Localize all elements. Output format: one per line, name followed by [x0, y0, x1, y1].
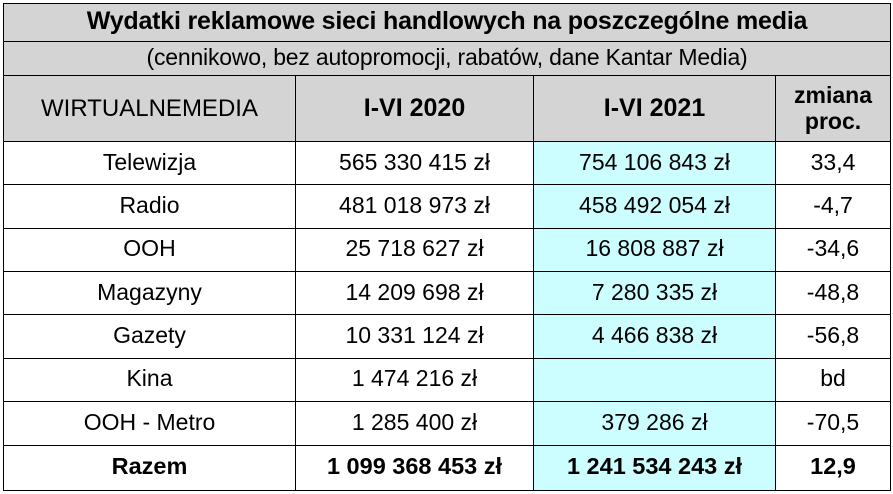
table-row — [4, 402, 891, 445]
cell-prev: 1 285 400 zł — [296, 402, 534, 445]
cell-prev: 565 330 415 zł — [296, 142, 534, 185]
cell-prev: 10 331 124 zł — [296, 315, 534, 358]
cell-change: 33,4 — [776, 142, 891, 185]
cell-medium: Kina — [4, 358, 296, 401]
column-header-change-line2: proc. — [804, 107, 862, 134]
ad-spend-table — [3, 3, 891, 491]
cell-prev: 1 474 216 zł — [296, 358, 534, 401]
cell-curr: 7 280 335 zł — [534, 272, 776, 315]
column-header-period-prev: I-VI 2020 — [296, 76, 534, 142]
column-header-change-line1: zmiana — [794, 81, 872, 108]
cell-change: bd — [776, 358, 891, 401]
cell-medium: Magazyny — [4, 272, 296, 315]
cell-prev: 14 209 698 zł — [296, 272, 534, 315]
table-row — [4, 142, 891, 185]
table-header-row — [4, 76, 891, 142]
table-title-row — [4, 4, 891, 42]
cell-prev-total: 1 099 368 453 zł — [296, 445, 534, 490]
table-row — [4, 272, 891, 315]
cell-change: -56,8 — [776, 315, 891, 358]
cell-curr — [534, 358, 776, 401]
cell-change: -34,6 — [776, 228, 891, 271]
cell-curr: 458 492 054 zł — [534, 185, 776, 228]
cell-medium-total: Razem — [4, 445, 296, 490]
cell-medium: Gazety — [4, 315, 296, 358]
cell-medium: Telewizja — [4, 142, 296, 185]
table-body — [4, 142, 891, 491]
column-header-brand: WIRTUALNEMEDIA — [4, 76, 296, 142]
column-header-period-curr: I-VI 2021 — [534, 76, 776, 142]
cell-curr-total: 1 241 534 243 zł — [534, 445, 776, 490]
table-total-row — [4, 445, 891, 490]
cell-medium: Radio — [4, 185, 296, 228]
table-subtitle-row — [4, 42, 891, 76]
cell-curr: 754 106 843 zł — [534, 142, 776, 185]
page-title: Wydatki reklamowe sieci handlowych na poszczególne media — [4, 4, 891, 42]
cell-curr: 379 286 zł — [534, 402, 776, 445]
cell-curr: 16 808 887 zł — [534, 228, 776, 271]
table-row — [4, 315, 891, 358]
cell-curr: 4 466 838 zł — [534, 315, 776, 358]
cell-medium: OOH - Metro — [4, 402, 296, 445]
page-subtitle: (cennikowo, bez autopromocji, rabatów, dane Kantar Media) — [4, 42, 891, 76]
cell-prev: 25 718 627 zł — [296, 228, 534, 271]
column-header-change — [776, 76, 891, 142]
cell-change-total: 12,9 — [776, 445, 891, 490]
table-row — [4, 228, 891, 271]
cell-medium: OOH — [4, 228, 296, 271]
table-row — [4, 358, 891, 401]
table-row — [4, 185, 891, 228]
cell-change: -4,7 — [776, 185, 891, 228]
cell-change: -70,5 — [776, 402, 891, 445]
cell-change: -48,8 — [776, 272, 891, 315]
cell-prev: 481 018 973 zł — [296, 185, 534, 228]
